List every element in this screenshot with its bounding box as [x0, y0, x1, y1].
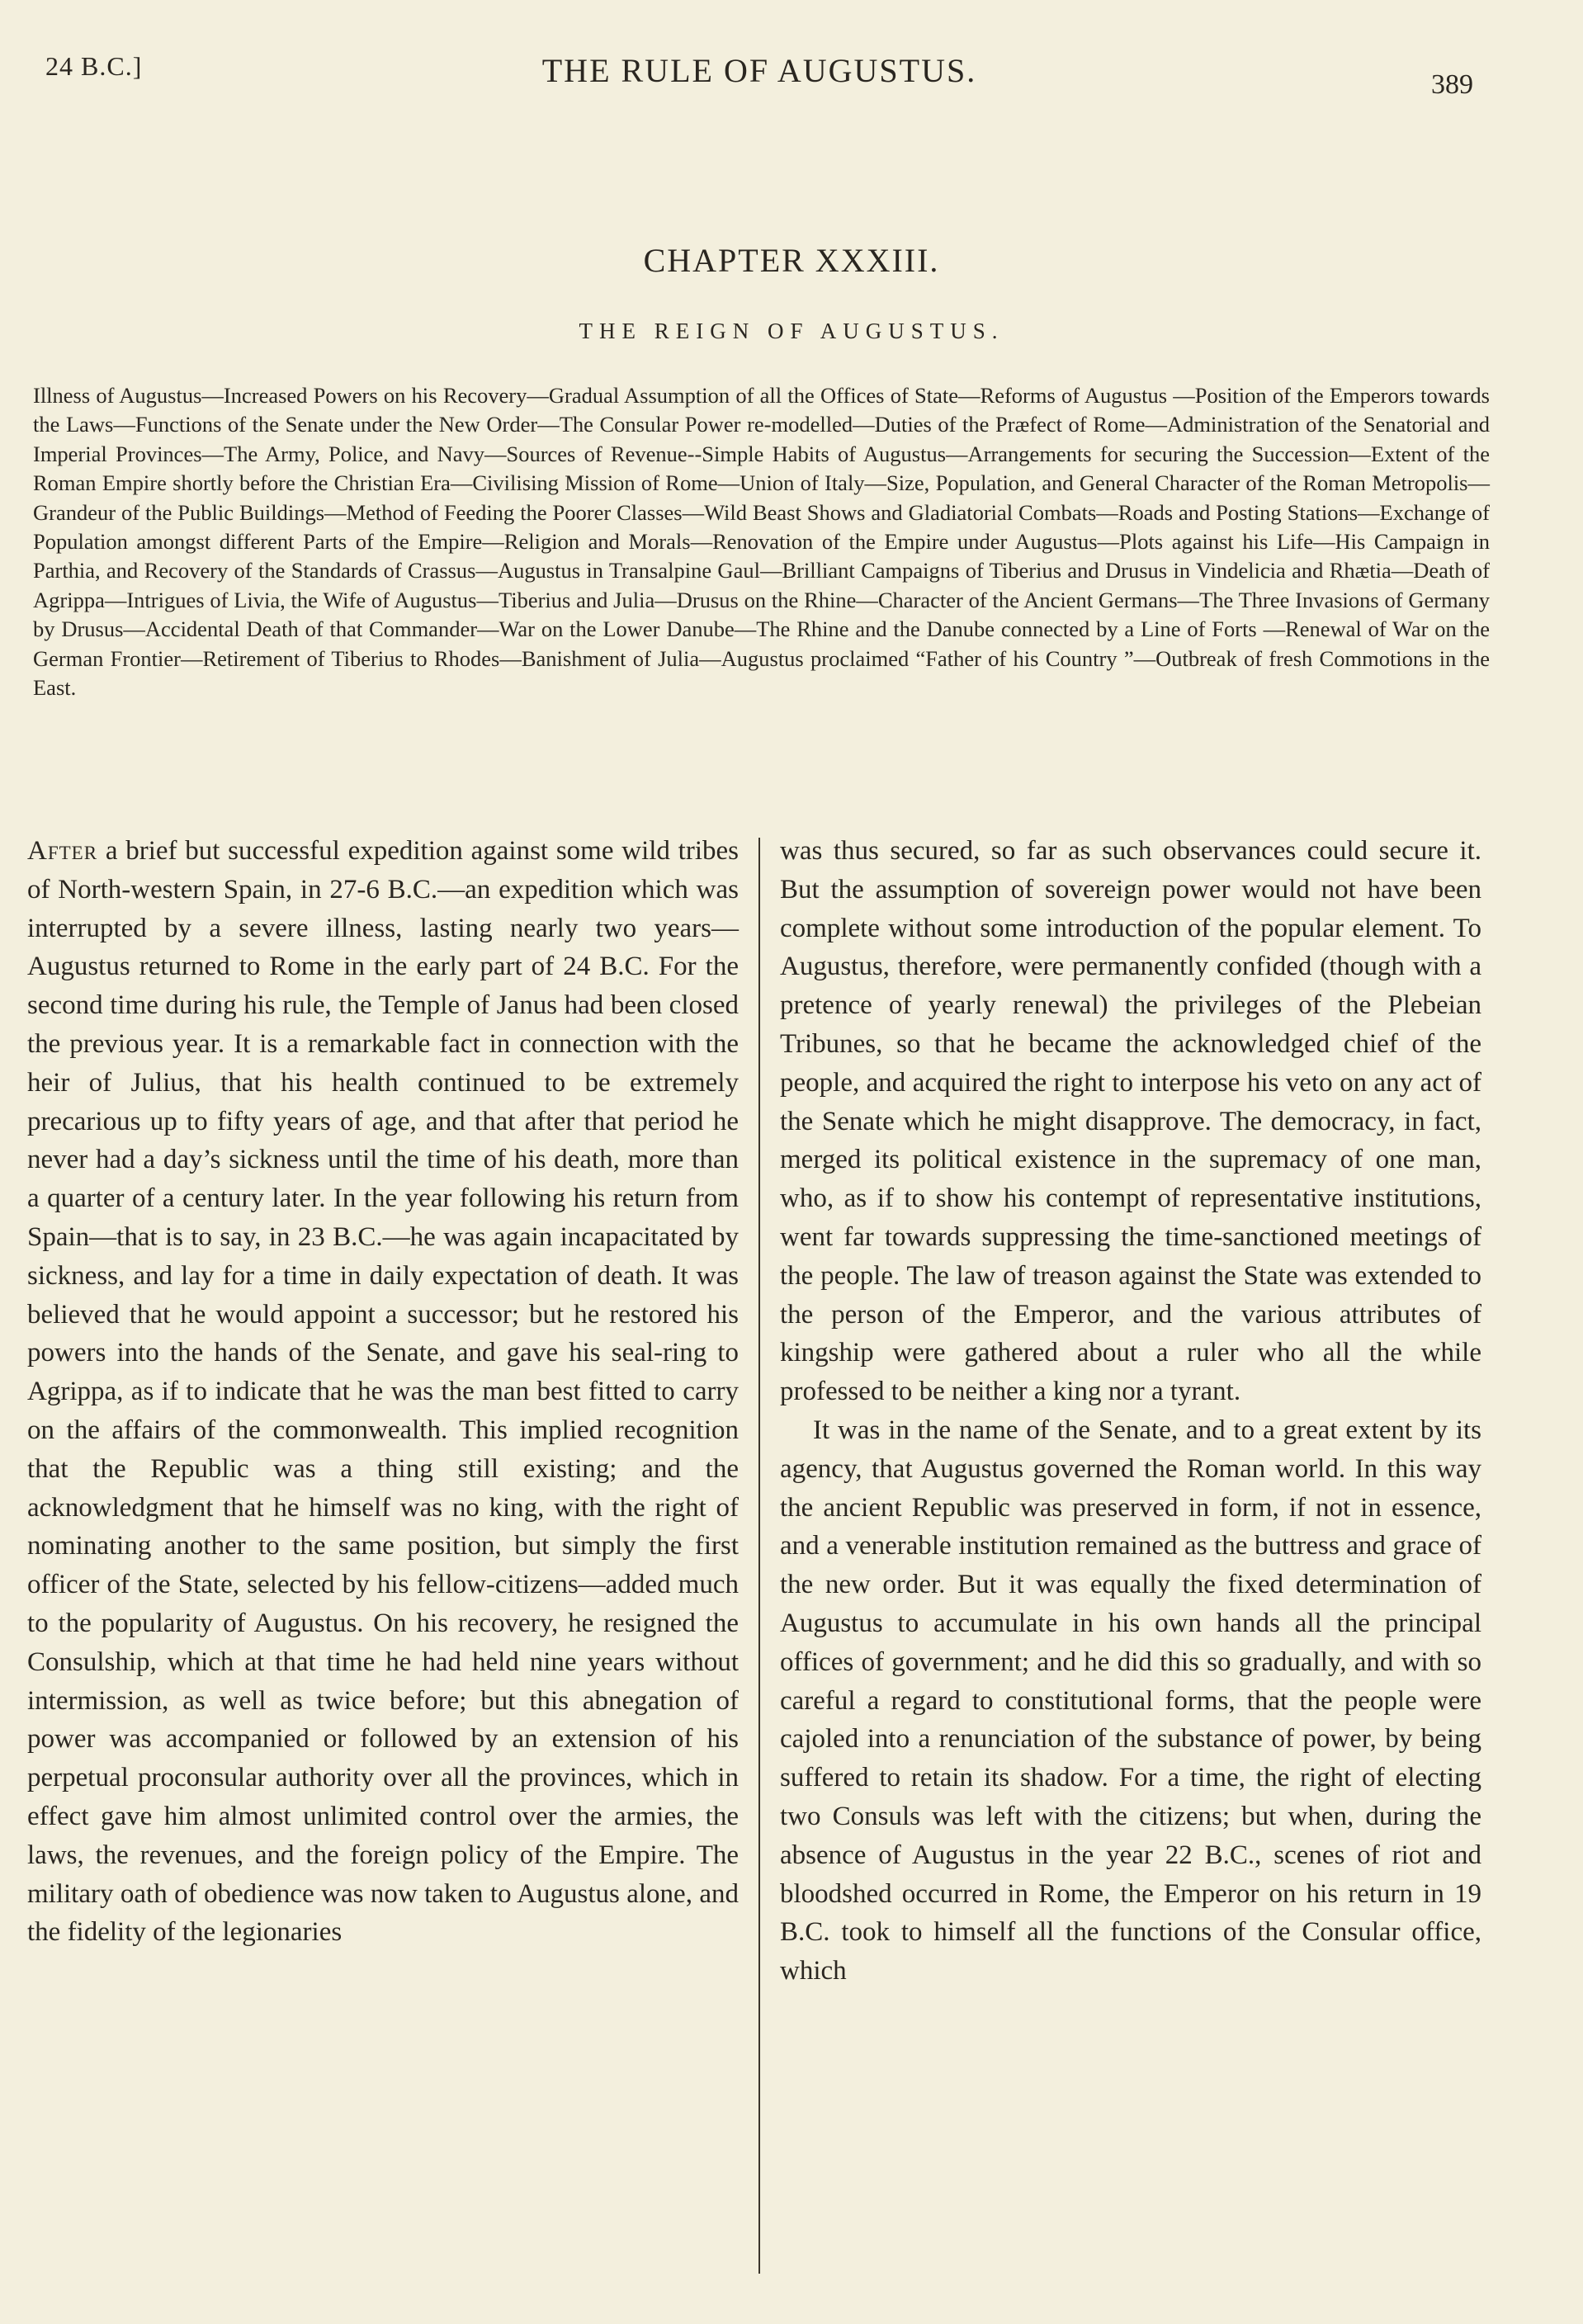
chapter-number: CHAPTER XXXIII.: [643, 242, 940, 279]
paragraph-text: a brief but successful expedition against some wild tribes of North-western Spain, in 27-6 B.C.—an expedition which was interrupted by a severe illness, lasting nearly two years—Augustus returned to Rome in the early part of 24 B.C. For the second time during his rule, the Temple of Janus had been closed the previous year. It is a remarkable fact in connection with the heir of Julius, that his health continued to be extremely precarious up to fifty years of age, and that after that period he never had a day’s sickness until the time of his death, more than a quarter of a century later. In the year following his return from Spain—that is to say, in 23 B.C.—he was again incapacitated by sickness, and lay for a time in daily expectation of death. It was believed that he would appoint a successor; but he restored his powers into the hands of the Senate, and gave his seal-ring to Agrippa, as if to indicate that he was the man best fitted to carry on the affairs of the commonwealth. This implied recognition that the Republic was a thing still existing; and the acknowledgment that he himself was no king, with the right of nominating another to the same position, but simply the first officer of the State, selected by his fellow-citizens—added much to the popularity of Augustus. On his recovery, he resigned the Consulship, which at that time he had held nine years without intermission, as well as twice before; but this abnegation of power was accompanied or followed by an extension of his perpetual proconsular authority over all the provinces, which in effect gave him almost unlimited control over the armies, the laws, the revenues, and the foreign policy of the Empire. The military oath of obedience was now taken to Augustus alone, and the fidelity of the legionaries: [27, 836, 739, 1948]
paragraph: was thus secured, so far as such observances could secure it. But the assumption of sovereign power would not have been complete without some introduction of the popular element. To Augustus, therefore, were permanently confided (though with a pretence of yearly renewal) the privileges of the Plebeian Tribunes, so that he became the acknowledged chief of the people, and acquired the right to interpose his veto on any act of the Senate which he might disapprove. The democracy, in fact, merged its political existence in the supremacy of one man, who, as if to show his contempt of representative institutions, went far towards suppressing the time-sanctioned meetings of the people. The law of treason against the State was extended to the person of the Emperor, and the various attributes of kingship were gathered about a ruler who all the while professed to be neither a king nor a tyrant.: [780, 836, 1481, 1407]
left-column: [27, 832, 739, 1952]
paragraph: It was in the name of the Senate, and to a great extent by its agency, that Augustus governed the Roman world. In this way the ancient Republic was preserved in form, if not in essence, and a venerable institution remained as the buttress and grace of the new order. But it was equally the fixed determination of Augustus to accumulate in his own hands all the principal offices of government; and he did this so gradually, and with so careful a regard to constitutional forms, that the people were cajoled into a renunciation of the substance of power, by being suffered to retain its shadow. For a time, the right of electing two Consuls was left with the citizens; but when, during the absence of Augustus in the year 22 B.C., scenes of riot and bloodshed occurred in Rome, the Emperor on his return in 19 B.C. took to himself all the functions of the Consular office, which: [780, 1415, 1481, 1986]
column-divider: [758, 838, 760, 2274]
header-title: THE RULE OF AUGUSTUS.: [541, 52, 977, 89]
running-header: [45, 51, 1473, 101]
header-date-range: 24 B.C.]: [45, 51, 143, 81]
chapter-synopsis: Illness of Augustus—Increased Powers on his Recovery—Gradual Assumption of all the Offices of State—Reforms of Augustus —Position of the Emperors towards the Laws—Functions of the Senate under the New Order—The Consular Power re-modelled—Duties of the Præfect of Rome—Administration of the Senatorial and Imperial Provinces—The Army, Police, and Navy—Sources of Revenue--Simple Habits of Augustus—Arrangements for securing the Succession—Extent of the Roman Empire shortly before the Christian Era—Civilising Mission of Rome—Union of Italy—Size, Population, and General Character of the Roman Metropolis—Grandeur of the Public Buildings—Method of Feeding the Poorer Classes—Wild Beast Shows and Gladiatorial Combats—Roads and Posting Stations—Exchange of Population amongst different Parts of the Empire—Religion and Morals—Renovation of the Empire under Augustus—Plots against his Life—His Campaign in Parthia, and Recovery of the Standards of Crassus—Augustus in Transalpine Gaul—Brilliant Campaigns of Tiberius and Drusus in Vindelicia and Rhætia—Death of Agrippa—Intrigues of Livia, the Wife of Augustus—Tiberius and Julia—Drusus on the Rhine—Character of the Ancient Germans—The Three Invasions of Germany by Drusus—Accidental Death of that Commander—War on the Lower Danube—The Rhine and the Danube connected by a Line of Forts —Renewal of War on the German Frontier—Retirement of Tiberius to Rhodes—Banishment of Julia—Augustus proclaimed “Father of his Country ”—Outbreak of fresh Commotions in the East.: [33, 383, 1490, 701]
opening-word: After: [27, 836, 98, 866]
page-number: 389: [1431, 69, 1473, 100]
chapter-title: THE REIGN OF AUGUSTUS.: [579, 319, 1004, 343]
right-column: [780, 832, 1481, 1991]
paragraph: [27, 832, 739, 1952]
